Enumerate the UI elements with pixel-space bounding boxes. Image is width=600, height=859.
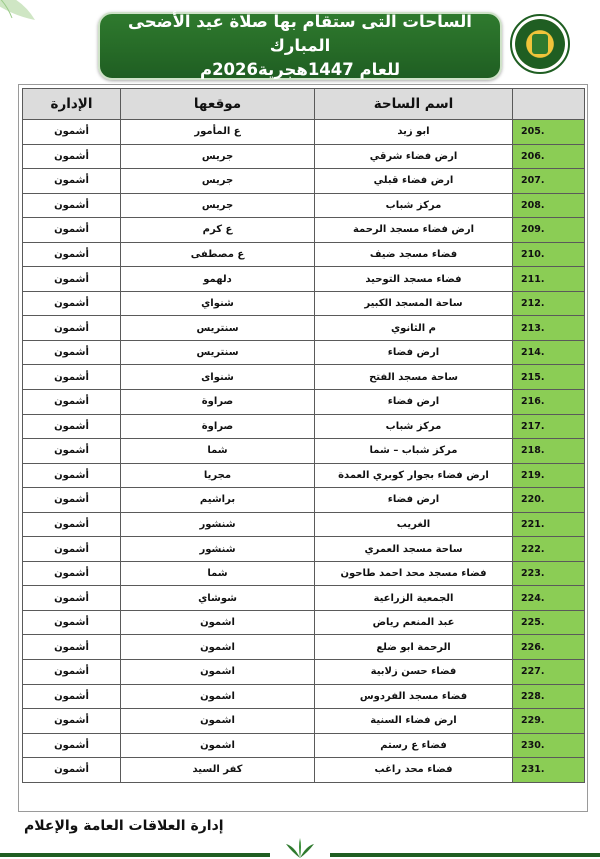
location-cell: اشمون [121,635,315,660]
ground-name-cell: فضاء حسن زلابية [315,660,513,685]
row-number: .229 [513,709,585,734]
table-row [23,193,585,218]
ground-name-cell: م الثانوي [315,316,513,341]
row-number: .218 [513,439,585,464]
table-row [23,512,585,537]
table-row [23,586,585,611]
row-number: .212 [513,291,585,316]
administration-cell: أشمون [23,586,121,611]
administration-cell: أشمون [23,340,121,365]
table-row [23,537,585,562]
location-cell: شنشور [121,512,315,537]
administration-cell: أشمون [23,488,121,513]
ground-name-cell: الغريب [315,512,513,537]
row-number: .225 [513,610,585,635]
table-row [23,758,585,783]
ground-name-cell: فضاء مسجد ضيف [315,242,513,267]
table-row [23,488,585,513]
table-row [23,169,585,194]
row-number: .208 [513,193,585,218]
table-row [23,709,585,734]
administration-cell: أشمون [23,537,121,562]
administration-cell: أشمون [23,635,121,660]
table-row [23,218,585,243]
row-number: .222 [513,537,585,562]
governorate-emblem-icon [510,14,570,74]
location-cell: براشيم [121,488,315,513]
row-number: .226 [513,635,585,660]
ground-name-cell: فضاء مسجد التوحيد [315,267,513,292]
administration-cell: أشمون [23,120,121,145]
ground-name-cell: فضاء محد راغب [315,758,513,783]
footer-department: إدارة العلاقات العامة والإعلام [24,818,224,834]
ground-name-cell: فضاء مسجد الفردوس [315,684,513,709]
table-row [23,635,585,660]
administration-cell: أشمون [23,144,121,169]
ground-name-cell: ارض فضاء شرقي [315,144,513,169]
row-number: .223 [513,561,585,586]
leaf-decoration-icon [0,0,50,30]
footer-line-left [0,853,270,857]
row-number: .217 [513,414,585,439]
location-cell: شنشور [121,537,315,562]
administration-cell: أشمون [23,267,121,292]
ground-name-cell: ساحة مسجد العمري [315,537,513,562]
row-number: .220 [513,488,585,513]
administration-cell: أشمون [23,242,121,267]
administration-cell: أشمون [23,733,121,758]
row-number: .205 [513,120,585,145]
location-cell: شنواي [121,291,315,316]
administration-cell: أشمون [23,660,121,685]
location-cell: دلهمو [121,267,315,292]
row-number: .213 [513,316,585,341]
row-number: .211 [513,267,585,292]
ground-name-cell: فضاء ع رستم [315,733,513,758]
row-number: .230 [513,733,585,758]
table-row [23,390,585,415]
leaf-ornament-icon [282,838,318,858]
ground-name-cell: ارض فضاء السنية [315,709,513,734]
row-number: .209 [513,218,585,243]
location-cell: اشمون [121,733,315,758]
administration-cell: أشمون [23,291,121,316]
table-row [23,365,585,390]
table-row [23,291,585,316]
table-row [23,561,585,586]
row-number: .221 [513,512,585,537]
administration-cell: أشمون [23,414,121,439]
location-cell: اشمون [121,709,315,734]
table-row [23,733,585,758]
ground-name-cell: الجمعية الزراعية [315,586,513,611]
table-row [23,463,585,488]
administration-cell: أشمون [23,512,121,537]
ground-name-cell: عبد المنعم رياض [315,610,513,635]
administration-cell: أشمون [23,218,121,243]
location-cell: ع المأمور [121,120,315,145]
row-number: .215 [513,365,585,390]
ground-name-cell: ساحة مسجد الفتح [315,365,513,390]
ground-name-cell: ارض فضاء قبلي [315,169,513,194]
table-row [23,660,585,685]
ground-name-cell: مركز شباب – شما [315,439,513,464]
row-number: .206 [513,144,585,169]
row-number: .231 [513,758,585,783]
administration-cell: أشمون [23,758,121,783]
location-cell: جريس [121,144,315,169]
location-cell: شما [121,561,315,586]
page-subtitle: للعام 1447هجرية2026م [199,60,401,79]
administration-cell: أشمون [23,316,121,341]
page-title: الساحات التى ستقام بها صلاة عيد الأضحى المبارك [128,12,472,55]
location-cell: سنتريس [121,340,315,365]
administration-cell: أشمون [23,709,121,734]
location-cell: شوشاي [121,586,315,611]
location-cell: ع مصطفى [121,242,315,267]
location-cell: اشمون [121,660,315,685]
row-number: .219 [513,463,585,488]
table-row [23,267,585,292]
header-number [513,89,585,120]
ground-name-cell: مركز شباب [315,193,513,218]
ground-name-cell: ارض فضاء بجوار كوبري العمدة [315,463,513,488]
footer-line-right [330,853,600,857]
administration-cell: أشمون [23,684,121,709]
table-header-row [23,89,585,120]
ground-name-cell: ارض فضاء [315,488,513,513]
header-ground-name: اسم الساحة [315,89,513,120]
table-row [23,414,585,439]
ground-name-cell: ارض فضاء مسجد الرحمة [315,218,513,243]
administration-cell: أشمون [23,463,121,488]
administration-cell: أشمون [23,169,121,194]
row-number: .227 [513,660,585,685]
location-cell: مجريا [121,463,315,488]
location-cell: سنتريس [121,316,315,341]
location-cell: صراوة [121,390,315,415]
ground-name-cell: مركز شباب [315,414,513,439]
location-cell: جريس [121,169,315,194]
page-title-banner [98,12,502,80]
administration-cell: أشمون [23,365,121,390]
row-number: .228 [513,684,585,709]
table-row [23,316,585,341]
administration-cell: أشمون [23,193,121,218]
location-cell: شنواى [121,365,315,390]
administration-cell: أشمون [23,610,121,635]
location-cell: كفر السيد [121,758,315,783]
ground-name-cell: ابو زيد [315,120,513,145]
location-cell: اشمون [121,684,315,709]
table-row [23,439,585,464]
row-number: .210 [513,242,585,267]
administration-cell: أشمون [23,439,121,464]
location-cell: ع كرم [121,218,315,243]
table-row [23,340,585,365]
table-row [23,610,585,635]
table-row [23,120,585,145]
administration-cell: أشمون [23,390,121,415]
table-row [23,144,585,169]
prayer-grounds-table [22,88,585,783]
administration-cell: أشمون [23,561,121,586]
ground-name-cell: ارض فضاء [315,340,513,365]
ground-name-cell: ساحة المسجد الكبير [315,291,513,316]
location-cell: جريس [121,193,315,218]
ground-name-cell: الرحمة ابو ضلع [315,635,513,660]
location-cell: صراوة [121,414,315,439]
row-number: .207 [513,169,585,194]
row-number: .214 [513,340,585,365]
table-row [23,684,585,709]
row-number: .224 [513,586,585,611]
location-cell: اشمون [121,610,315,635]
table-row [23,242,585,267]
ground-name-cell: ارض فضاء [315,390,513,415]
ground-name-cell: فضاء مسجد محد احمد طاحون [315,561,513,586]
location-cell: شما [121,439,315,464]
row-number: .216 [513,390,585,415]
header-location: موقعها [121,89,315,120]
header-administration: الإدارة [23,89,121,120]
